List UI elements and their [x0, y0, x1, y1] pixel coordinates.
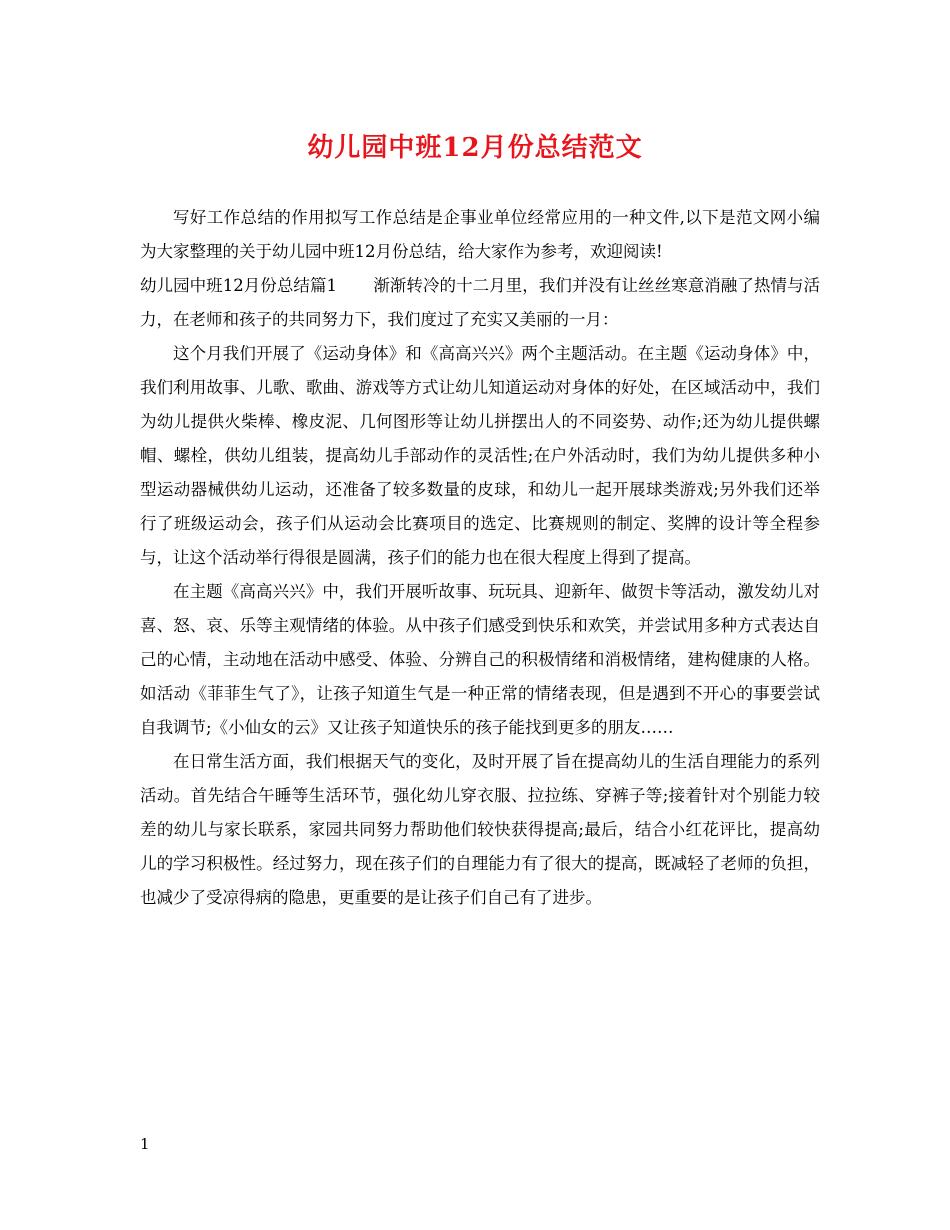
- section-heading: 幼儿园中班12月份总结篇1: [140, 276, 337, 295]
- document-title: 幼儿园中班12月份总结范文: [307, 133, 643, 163]
- body-paragraph: 在主题《高高兴兴》中，我们开展听故事、玩玩具、迎新年、做贺卡等活动，激发幼儿对喜、怒、哀、乐等主观情绪的体验。从中孩子们感受到快乐和欢笑，并尝试用多种方式表达自己的心情，主动地在活动中感受、体验、分辨自己的积极情绪和消极情绪，建构健康的人格。如活动《菲菲生气了》，让孩子知道生气是一种正常的情绪表现，但是遇到不开心的事要尝试自我调节;《小仙女的云》又让孩子知道快乐的孩子能找到更多的朋友……: [140, 582, 820, 737]
- document-body: [140, 201, 820, 915]
- section-lead: 渐渐转冷的十二月里，我们并没有让丝丝寒意消融了热情与活力，在老师和孩子的共同努力下，我们度过了充实又美丽的一月：: [140, 276, 821, 329]
- body-paragraph: 在日常生活方面，我们根据天气的变化，及时开展了旨在提高幼儿的生活自理能力的系列活动。首先结合午睡等生活环节，强化幼儿穿衣服、拉拉练、穿裤子等;接着针对个别能力较差的幼儿与家长联系，家园共同努力帮助他们较快获得提高;最后，结合小红花评比，提高幼儿的学习积极性。经过努力，现在孩子们的自理能力有了很大的提高，既减轻了老师的负担，也减少了受凉得病的隐患，更重要的是让孩子们自己有了进步。: [140, 752, 820, 907]
- page-number: 1: [140, 1135, 150, 1153]
- body-paragraph: 这个月我们开展了《运动身体》和《高高兴兴》两个主题活动。在主题《运动身体》中，我们利用故事、儿歌、歌曲、游戏等方式让幼儿知道运动对身体的好处，在区域活动中，我们为幼儿提供火柴棒、橡皮泥、几何图形等让幼儿拼摆出人的不同姿势、动作;还为幼儿提供螺帽、螺栓，供幼儿组装，提高幼儿手部动作的灵活性;在户外活动时，我们为幼儿提供多种小型运动器械供幼儿运动，还准备了较多数量的皮球，和幼儿一起开展球类游戏;另外我们还举行了班级运动会，孩子们从运动会比赛项目的选定、比赛规则的制定、奖牌的设计等全程参与，让这个活动举行得很是圆满，孩子们的能力也在很大程度上得到了提高。: [140, 344, 820, 567]
- intro-paragraph: 写好工作总结的作用拟写工作总结是企事业单位经常应用的一种文件,以下是范文网小编为大家整理的关于幼儿园中班12月份总结，给大家作为参考，欢迎阅读!: [140, 208, 820, 261]
- section-paragraph: [140, 269, 820, 337]
